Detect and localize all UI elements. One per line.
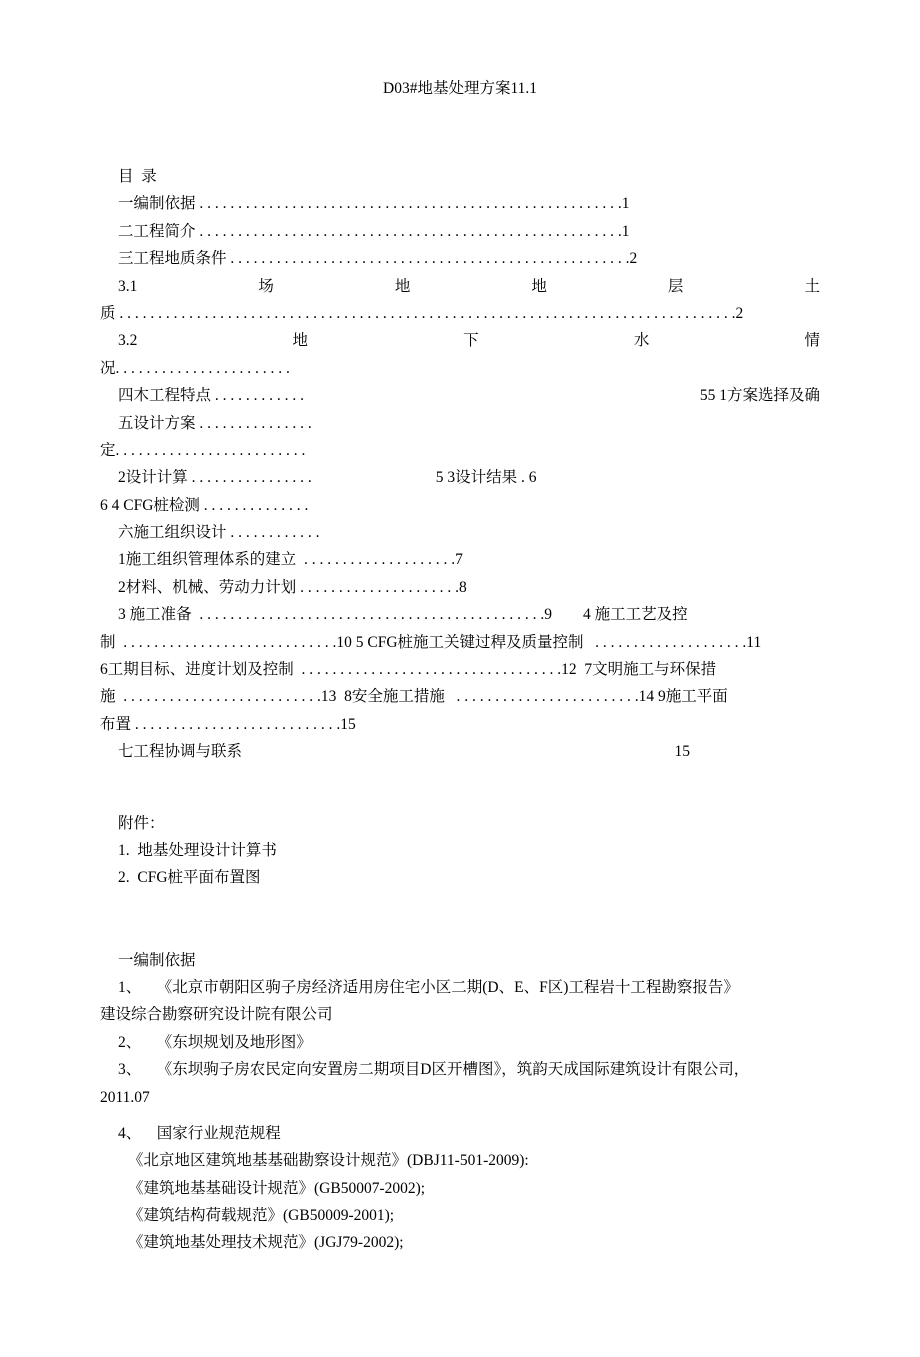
doc-line: 二工程简介 . . . . . . . . . . . . . . . . . . . . . . . . . . . . . . . . . . . . . . . . . . . . . . . . . . . . . . .1 [118, 222, 630, 240]
doc-line: 2材料、机械、劳动力计划 . . . . . . . . . . . . . . . . . . . . .8 [118, 578, 467, 596]
doc-line-segment: 55 1方案选择及确 [699, 387, 820, 405]
attachments-heading-line: 附件： [118, 814, 165, 832]
doc-line: 2、 《东坝规划及地形图》 [118, 1033, 312, 1051]
doc-line: 6 4 CFG桩检测 . . . . . . . . . . . . . . [100, 496, 309, 514]
doc-line-segment: 水 [633, 332, 650, 350]
doc-line: 2011.07 [100, 1088, 150, 1106]
doc-line: 况. . . . . . . . . . . . . . . . . . . . . . . [100, 359, 290, 377]
doc-line: 布置 . . . . . . . . . . . . . . . . . . . . . . . . . . .15 [100, 715, 356, 733]
document-body [100, 163, 820, 1257]
doc-line: 1、 《北京市朝阳区驹子房经济适用房住宅小区二期(D、E、F区)工程岩十工程勘察报告》 [118, 978, 739, 996]
doc-line: 《建筑地基处理技术规范》(JGJ79-2002); [128, 1234, 404, 1252]
doc-line [100, 738, 820, 765]
doc-line: 质 . . . . . . . . . . . . . . . . . . . . . . . . . . . . . . . . . . . . . . . . . . . . . . . . . . . . . . . . . . . . . . . . . . . . . . . . . . . . . . . .2 [100, 304, 744, 322]
doc-line-segment: 下 [463, 332, 479, 350]
doc-line: 三工程地质条件 . . . . . . . . . . . . . . . . . . . . . . . . . . . . . . . . . . . . . . . . . . . . . . . . . . . .2 [118, 250, 638, 268]
doc-line-segment: 土 [804, 277, 820, 295]
doc-line: 2. CFG桩平面布置图 [118, 869, 261, 887]
doc-line [100, 788, 820, 810]
doc-line-segment: 3.1 [118, 277, 138, 295]
doc-line [100, 892, 820, 919]
toc-heading-line: 目 录 [118, 168, 157, 185]
document-title: D03#地基处理方案11.1 [383, 80, 537, 97]
doc-line-segment: 七工程协调与联系 [118, 743, 243, 761]
doc-line-segment: 场 [258, 277, 274, 295]
doc-line-segment: 地 [531, 277, 547, 295]
doc-line [100, 919, 820, 946]
doc-line: 4、 国家行业规范规程 [118, 1124, 281, 1142]
doc-line: 3、 《东坝驹子房农民定向安置房二期项目D区开槽图》，筑韵天成国际建筑设计有限公司， [118, 1061, 750, 1079]
doc-line-segment: 情 [804, 332, 820, 350]
doc-line: 制 . . . . . . . . . . . . . . . . . . . . . . . . . . . .10 5 CFG桩施工关键过稈及质量控制 . . . . . . . . . . . . . . . . . . . .11 [100, 633, 762, 651]
doc-line: 《北京地区建筑地基基础勘察设计规范》(DBJ11-501-2009): [128, 1152, 529, 1170]
doc-line [100, 1111, 820, 1120]
doc-line-segment: 层 [667, 277, 684, 295]
doc-line: 一编制依据 . . . . . . . . . . . . . . . . . . . . . . . . . . . . . . . . . . . . . . . . . . . . . . . . . . . . . . .1 [118, 195, 630, 213]
doc-line: 定. . . . . . . . . . . . . . . . . . . . . . . . . [100, 441, 306, 459]
doc-line-segment: 地 [394, 277, 411, 295]
doc-line: 1. 地基处理设计计算书 [118, 841, 277, 859]
doc-line [100, 382, 820, 409]
doc-line: 6工期目标、进度计划及控制 . . . . . . . . . . . . . . . . . . . . . . . . . . . . . . . . . .12 7文明施工与环保措 [100, 661, 717, 679]
doc-line-segment: 15 [674, 743, 690, 761]
doc-line: 五设计方案 . . . . . . . . . . . . . . . [118, 414, 312, 432]
doc-line-segment: 3.2 [118, 332, 138, 350]
doc-line: 建设综合勘察研究设计院有限公司 [100, 1006, 333, 1024]
doc-line: 《建筑结构荷载规范》(GB50009-2001); [128, 1207, 395, 1225]
doc-line [100, 273, 820, 300]
doc-line [100, 327, 820, 354]
doc-line: 六施工组织设计 . . . . . . . . . . . . [118, 524, 320, 542]
doc-line-segment: 四木工程特点 . . . . . . . . . . . . [118, 387, 305, 405]
doc-line: 施 . . . . . . . . . . . . . . . . . . . . . . . . . .13 8安全施工措施 . . . . . . . . . . . . . . . . . . . . . . . .14 9施工平面 [100, 688, 728, 706]
doc-line: 2设计计算 . . . . . . . . . . . . . . . . 5 3设计结果 . 6 [118, 469, 537, 487]
doc-line-segment: 地 [292, 332, 309, 350]
doc-line: 1施工组织管理体系的建立 . . . . . . . . . . . . . . . . . . . .7 [118, 551, 463, 569]
doc-line [100, 766, 820, 788]
doc-line: 3 施工准备 . . . . . . . . . . . . . . . . . . . . . . . . . . . . . . . . . . . . . . . . . . . . .9 4 施工工艺及控 [118, 606, 688, 624]
section-1-heading-line: 一编制依据 [118, 951, 196, 969]
doc-line: 《建筑地基基础设计规范》(GB50007-2002); [128, 1179, 426, 1197]
